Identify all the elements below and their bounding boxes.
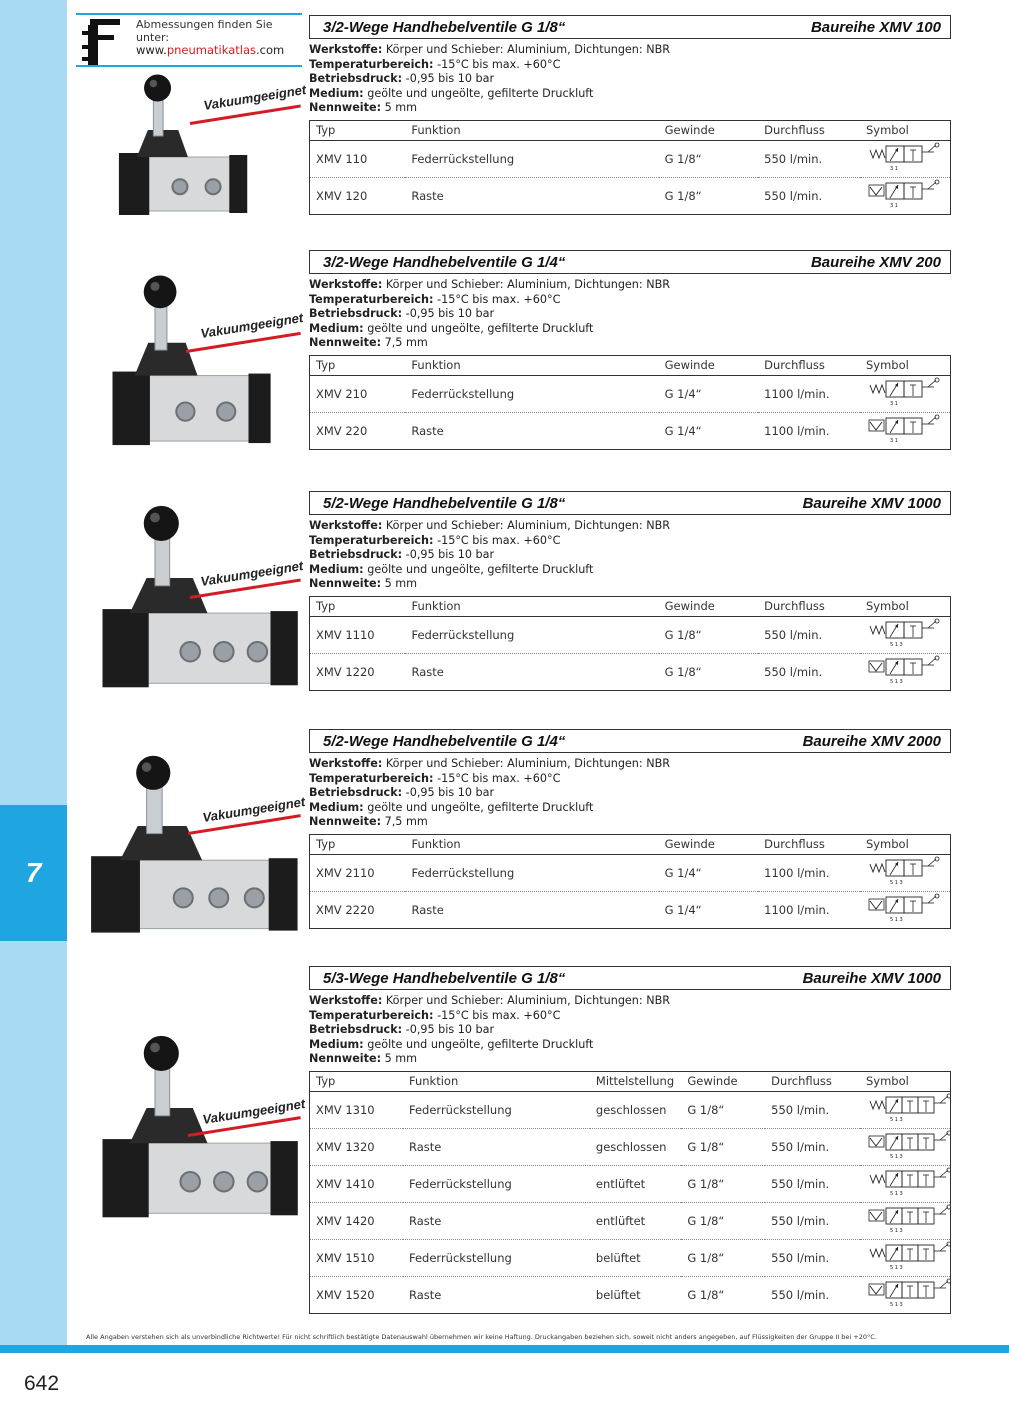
col-typ: Typ xyxy=(310,1071,403,1091)
cell-durchfluss: 550 l/min. xyxy=(765,1276,860,1313)
table-row[interactable] xyxy=(310,1239,951,1276)
cell-funktion: Federrückstellung xyxy=(403,1239,590,1276)
cell-typ: XMV 1110 xyxy=(316,627,375,642)
svg-text:3 1: 3 1 xyxy=(889,166,898,173)
table-row[interactable] xyxy=(310,375,951,412)
cell-durchfluss: 1100 l/min. xyxy=(758,891,860,928)
value-nennweite: 5 mm xyxy=(384,1052,418,1066)
cell-gewinde: G 1/4“ xyxy=(659,412,759,449)
cell-durchfluss: 550 l/min. xyxy=(764,151,823,166)
spec-table xyxy=(309,596,951,691)
cell-symbol xyxy=(860,891,951,928)
valve-symbol-icon xyxy=(866,179,950,209)
cell-typ: XMV 1220 xyxy=(310,653,406,690)
section-header xyxy=(309,729,951,753)
cell-symbol xyxy=(860,616,951,653)
cell-typ: XMV 110 xyxy=(316,151,368,166)
cell-gewinde: G 1/8“ xyxy=(681,1128,765,1165)
product-section xyxy=(309,966,951,1314)
table-header-row xyxy=(310,834,951,854)
cell-funktion: Federrückstellung xyxy=(403,1165,590,1202)
cell-typ: XMV 1420 xyxy=(310,1202,403,1239)
cell-mittelstellung: belüftet xyxy=(590,1239,681,1276)
label-medium: Medium: xyxy=(309,1037,364,1051)
cell-durchfluss: 550 l/min. xyxy=(765,1128,860,1165)
label-werkstoffe: Werkstoffe: xyxy=(309,994,383,1007)
cell-funktion: Federrückstellung xyxy=(411,151,515,166)
section-properties xyxy=(309,519,951,592)
cell-durchfluss: 550 l/min. xyxy=(765,1202,860,1239)
svg-text:5 1 3: 5 1 3 xyxy=(889,642,903,649)
value-temperatur: -15°C bis max. +60°C xyxy=(437,292,561,306)
vacuum-suitable-label: Vakuumgeeignet xyxy=(199,309,305,342)
cell-symbol xyxy=(860,412,951,449)
section-series: Baureihe XMV 2000 xyxy=(802,732,941,750)
value-werkstoffe: Körper und Schieber: Aluminium, Dichtungen: NBR xyxy=(385,757,671,770)
value-werkstoffe: Körper und Schieber: Aluminium, Dichtungen: NBR xyxy=(385,278,671,291)
cell-durchfluss: 1100 l/min. xyxy=(764,865,830,880)
cell-gewinde: G 1/4“ xyxy=(664,386,702,401)
value-medium: geölte und ungeölte, gefilterte Druckluft xyxy=(367,800,594,814)
section-properties xyxy=(309,43,951,116)
section-title: 5/3-Wege Handhebelventile G 1/8“ xyxy=(323,969,566,987)
svg-text:3 1: 3 1 xyxy=(889,438,898,445)
cell-durchfluss: 550 l/min. xyxy=(758,653,860,690)
port-hole xyxy=(214,1172,234,1192)
table-row[interactable] xyxy=(310,1165,951,1202)
col-typ: Typ xyxy=(310,834,406,854)
cell-typ: XMV 1410 xyxy=(310,1165,403,1202)
section-title: 5/2-Wege Handhebelventile G 1/4“ xyxy=(323,732,566,750)
reference-line-1: Abmessungen finden Sie xyxy=(136,18,273,31)
cell-gewinde: G 1/8“ xyxy=(681,1239,765,1276)
table-row[interactable] xyxy=(310,1202,951,1239)
col-durchfluss: Durchfluss xyxy=(758,120,860,140)
cell-gewinde: G 1/8“ xyxy=(681,1276,765,1313)
section-header xyxy=(309,966,951,990)
section-properties xyxy=(309,994,951,1067)
valve-symbol-icon xyxy=(866,377,950,407)
cell-mittelstellung: belüftet xyxy=(590,1276,681,1313)
label-medium: Medium: xyxy=(309,321,364,335)
cell-symbol xyxy=(860,1128,951,1165)
col-symbol: Symbol xyxy=(860,834,951,854)
table-header-row xyxy=(310,596,951,616)
port-hole xyxy=(245,888,264,907)
label-medium: Medium: xyxy=(309,86,364,100)
cell-typ: XMV 120 xyxy=(310,177,406,214)
footnote: Alle Angaben verstehen sich als unverbindliche Richtwerte! Für nicht schriftlich bestätigte Datenauswahl übernehmen wir keine Haftung. Druckangaben beziehen sich, soweit nicht anders angegeben, auf Flüssigkeiten der Gruppe II bei +20°C. xyxy=(86,1333,877,1341)
pneumatik-logo-icon xyxy=(80,17,128,67)
section-title: 3/2-Wege Handhebelventile G 1/4“ xyxy=(323,253,566,271)
page-number: 642 xyxy=(24,1372,60,1395)
label-temperatur: Temperaturbereich: xyxy=(309,57,434,71)
value-temperatur: -15°C bis max. +60°C xyxy=(437,533,561,547)
cell-mittelstellung: entlüftet xyxy=(590,1165,681,1202)
label-betriebsdruck: Betriebsdruck: xyxy=(309,786,403,800)
table-row[interactable] xyxy=(310,854,951,891)
value-temperatur: -15°C bis max. +60°C xyxy=(437,1008,561,1022)
label-nennweite: Nennweite: xyxy=(309,336,382,350)
label-nennweite: Nennweite: xyxy=(309,101,382,115)
value-betriebsdruck: -0,95 bis 10 bar xyxy=(405,307,495,321)
svg-text:5 1 3: 5 1 3 xyxy=(889,1191,903,1198)
valve-photo xyxy=(80,750,302,940)
port-hole xyxy=(180,1172,200,1192)
cell-gewinde: G 1/8“ xyxy=(687,1102,725,1117)
cell-typ: XMV 1310 xyxy=(316,1102,375,1117)
value-medium: geölte und ungeölte, gefilterte Druckluft xyxy=(367,562,594,576)
value-temperatur: -15°C bis max. +60°C xyxy=(437,57,561,71)
svg-text:5 1 3: 5 1 3 xyxy=(889,1265,903,1272)
label-betriebsdruck: Betriebsdruck: xyxy=(309,307,403,321)
port-hole xyxy=(174,888,193,907)
col-gewinde: Gewinde xyxy=(659,120,759,140)
valve-symbol-icon xyxy=(866,1204,950,1234)
label-betriebsdruck: Betriebsdruck: xyxy=(309,548,403,562)
table-header-row xyxy=(310,355,951,375)
value-medium: geölte und ungeölte, gefilterte Druckluft xyxy=(367,1037,594,1051)
port-hole xyxy=(217,402,235,420)
valve-symbol-icon xyxy=(866,1241,950,1271)
chapter-tab[interactable]: 7 xyxy=(0,805,67,941)
cell-typ: XMV 220 xyxy=(310,412,406,449)
cell-typ: XMV 1520 xyxy=(310,1276,403,1313)
col-durchfluss: Durchfluss xyxy=(758,355,860,375)
valve-symbol-icon xyxy=(866,893,950,923)
col-funktion: Funktion xyxy=(403,1071,590,1091)
table-header-row xyxy=(310,1071,951,1091)
cell-typ: XMV 210 xyxy=(316,386,368,401)
cell-gewinde: G 1/8“ xyxy=(681,1165,765,1202)
col-funktion: Funktion xyxy=(405,834,658,854)
cell-symbol xyxy=(860,854,951,891)
svg-text:3 1: 3 1 xyxy=(889,401,898,408)
col-durchfluss: Durchfluss xyxy=(758,834,860,854)
section-title: 5/2-Wege Handhebelventile G 1/8“ xyxy=(323,494,566,512)
port-hole xyxy=(248,1172,268,1192)
label-nennweite: Nennweite: xyxy=(309,815,382,829)
table-row[interactable] xyxy=(310,1091,951,1128)
cell-symbol xyxy=(860,1239,951,1276)
cell-gewinde: G 1/8“ xyxy=(664,151,702,166)
col-mittelstellung: Mittelstellung xyxy=(590,1071,681,1091)
col-typ: Typ xyxy=(310,596,406,616)
svg-text:5 1 3: 5 1 3 xyxy=(889,1117,903,1124)
cell-durchfluss: 550 l/min. xyxy=(758,177,860,214)
col-gewinde: Gewinde xyxy=(659,596,759,616)
label-werkstoffe: Werkstoffe: xyxy=(309,519,383,532)
port-hole xyxy=(172,179,187,194)
svg-text:5 1 3: 5 1 3 xyxy=(889,1302,903,1309)
section-series: Baureihe XMV 200 xyxy=(810,253,941,271)
col-gewinde: Gewinde xyxy=(681,1071,765,1091)
table-row[interactable] xyxy=(310,177,951,214)
value-betriebsdruck: -0,95 bis 10 bar xyxy=(405,786,495,800)
cell-durchfluss: 550 l/min. xyxy=(765,1239,860,1276)
valve-symbol-icon xyxy=(866,1093,950,1123)
port-hole xyxy=(176,402,194,420)
value-betriebsdruck: -0,95 bis 10 bar xyxy=(405,72,495,86)
cell-funktion: Federrückstellung xyxy=(411,386,515,401)
value-nennweite: 5 mm xyxy=(384,101,418,115)
product-section xyxy=(309,729,951,929)
cell-symbol xyxy=(860,1165,951,1202)
cell-typ: XMV 2110 xyxy=(316,865,375,880)
label-werkstoffe: Werkstoffe: xyxy=(309,278,383,291)
section-header xyxy=(309,250,951,274)
section-series: Baureihe XMV 1000 xyxy=(802,494,941,512)
col-gewinde: Gewinde xyxy=(659,355,759,375)
label-medium: Medium: xyxy=(309,562,364,576)
cell-gewinde: G 1/4“ xyxy=(659,891,759,928)
port-hole xyxy=(206,179,221,194)
reference-box xyxy=(76,13,302,68)
section-header xyxy=(309,15,951,39)
cell-typ: XMV 2220 xyxy=(310,891,406,928)
cell-durchfluss: 550 l/min. xyxy=(771,1102,830,1117)
value-nennweite: 5 mm xyxy=(384,577,418,591)
label-medium: Medium: xyxy=(309,800,364,814)
cell-durchfluss: 550 l/min. xyxy=(765,1165,860,1202)
table-row[interactable] xyxy=(310,1128,951,1165)
col-gewinde: Gewinde xyxy=(659,834,759,854)
cell-durchfluss: 1100 l/min. xyxy=(764,386,830,401)
label-betriebsdruck: Betriebsdruck: xyxy=(309,72,403,86)
port-hole xyxy=(248,642,268,662)
valve-symbol-icon xyxy=(866,1130,950,1160)
vacuum-suitable-label: Vakuumgeeignet xyxy=(199,557,305,590)
svg-text:3 1: 3 1 xyxy=(889,203,898,210)
valve-symbol-icon xyxy=(866,1167,950,1197)
cell-typ: XMV 1320 xyxy=(310,1128,403,1165)
value-werkstoffe: Körper und Schieber: Aluminium, Dichtungen: NBR xyxy=(385,43,671,56)
label-nennweite: Nennweite: xyxy=(309,577,382,591)
cell-gewinde: G 1/8“ xyxy=(664,627,702,642)
table-row[interactable] xyxy=(310,140,951,177)
cell-symbol xyxy=(860,375,951,412)
table-header-row xyxy=(310,120,951,140)
section-properties xyxy=(309,278,951,351)
product-section xyxy=(309,15,951,215)
table-row[interactable] xyxy=(310,891,951,928)
vacuum-suitable-label: Vakuumgeeignet xyxy=(201,1095,307,1128)
label-temperatur: Temperaturbereich: xyxy=(309,292,434,306)
cell-gewinde: G 1/4“ xyxy=(664,865,702,880)
label-temperatur: Temperaturbereich: xyxy=(309,1008,434,1022)
value-betriebsdruck: -0,95 bis 10 bar xyxy=(405,548,495,562)
cell-gewinde: G 1/8“ xyxy=(681,1202,765,1239)
section-properties xyxy=(309,757,951,830)
reference-line-2: unter: xyxy=(136,31,170,44)
value-medium: geölte und ungeölte, gefilterte Druckluft xyxy=(367,321,594,335)
svg-text:5 1 3: 5 1 3 xyxy=(889,880,903,887)
cell-mittelstellung: entlüftet xyxy=(590,1202,681,1239)
reference-link[interactable] xyxy=(136,44,284,57)
svg-text:5 1 3: 5 1 3 xyxy=(889,917,903,924)
cell-mittelstellung: geschlossen xyxy=(595,1102,667,1117)
cell-symbol xyxy=(860,1091,951,1128)
label-temperatur: Temperaturbereich: xyxy=(309,771,434,785)
cell-funktion: Raste xyxy=(405,177,658,214)
cell-funktion: Raste xyxy=(405,653,658,690)
value-temperatur: -15°C bis max. +60°C xyxy=(437,771,561,785)
value-nennweite: 7,5 mm xyxy=(384,336,428,350)
col-typ: Typ xyxy=(310,355,406,375)
value-nennweite: 7,5 mm xyxy=(384,815,428,829)
link-brand: pneumatikatlas xyxy=(166,43,256,57)
svg-text:5 1 3: 5 1 3 xyxy=(889,1228,903,1235)
vacuum-suitable-label: Vakuumgeeignet xyxy=(201,793,307,826)
sidebar xyxy=(0,0,67,1345)
cell-durchfluss: 1100 l/min. xyxy=(758,412,860,449)
cell-mittelstellung: geschlossen xyxy=(590,1128,681,1165)
col-symbol: Symbol xyxy=(860,120,951,140)
product-section xyxy=(309,491,951,691)
port-hole xyxy=(209,888,228,907)
valve-photo xyxy=(104,270,274,452)
section-series: Baureihe XMV 1000 xyxy=(802,969,941,987)
cell-funktion: Raste xyxy=(405,891,658,928)
spec-table xyxy=(309,1071,951,1314)
cell-symbol xyxy=(860,140,951,177)
value-werkstoffe: Körper und Schieber: Aluminium, Dichtungen: NBR xyxy=(385,994,671,1007)
product-section xyxy=(309,250,951,450)
col-funktion: Funktion xyxy=(405,596,658,616)
svg-text:5 1 3: 5 1 3 xyxy=(889,1154,903,1161)
cell-funktion: Federrückstellung xyxy=(411,627,515,642)
valve-symbol-icon xyxy=(866,856,950,886)
cell-symbol xyxy=(860,177,951,214)
col-durchfluss: Durchfluss xyxy=(758,596,860,616)
table-row[interactable] xyxy=(310,653,951,690)
reference-top-line xyxy=(76,13,302,15)
table-row[interactable] xyxy=(310,1276,951,1313)
label-werkstoffe: Werkstoffe: xyxy=(309,43,383,56)
spec-table xyxy=(309,355,951,450)
valve-symbol-icon xyxy=(866,142,950,172)
cell-symbol xyxy=(860,653,951,690)
cell-funktion: Federrückstellung xyxy=(411,865,515,880)
value-betriebsdruck: -0,95 bis 10 bar xyxy=(405,1023,495,1037)
vacuum-suitable-label: Vakuumgeeignet xyxy=(202,81,308,114)
cell-funktion: Federrückstellung xyxy=(408,1102,512,1117)
cell-symbol xyxy=(860,1202,951,1239)
table-row[interactable] xyxy=(310,412,951,449)
cell-durchfluss: 550 l/min. xyxy=(764,627,823,642)
cell-symbol xyxy=(860,1276,951,1313)
link-suffix: .com xyxy=(255,43,285,57)
port-hole xyxy=(180,642,200,662)
reference-text xyxy=(136,18,284,57)
col-funktion: Funktion xyxy=(405,355,658,375)
table-row[interactable] xyxy=(310,616,951,653)
valve-symbol-icon xyxy=(866,414,950,444)
valve-symbol-icon xyxy=(866,1278,950,1308)
label-betriebsdruck: Betriebsdruck: xyxy=(309,1023,403,1037)
label-werkstoffe: Werkstoffe: xyxy=(309,757,383,770)
cell-gewinde: G 1/8“ xyxy=(659,653,759,690)
cell-funktion: Raste xyxy=(403,1202,590,1239)
col-symbol: Symbol xyxy=(860,355,951,375)
valve-photo xyxy=(112,70,250,220)
col-symbol: Symbol xyxy=(860,1071,951,1091)
cell-funktion: Raste xyxy=(403,1276,590,1313)
value-werkstoffe: Körper und Schieber: Aluminium, Dichtungen: NBR xyxy=(385,519,671,532)
label-temperatur: Temperaturbereich: xyxy=(309,533,434,547)
col-typ: Typ xyxy=(310,120,406,140)
valve-symbol-icon xyxy=(866,655,950,685)
svg-text:5 1 3: 5 1 3 xyxy=(889,679,903,686)
cell-typ: XMV 1510 xyxy=(310,1239,403,1276)
value-medium: geölte und ungeölte, gefilterte Druckluft xyxy=(367,86,594,100)
cell-funktion: Raste xyxy=(405,412,658,449)
section-series: Baureihe XMV 100 xyxy=(810,18,941,36)
section-header xyxy=(309,491,951,515)
col-durchfluss: Durchfluss xyxy=(765,1071,860,1091)
spec-table xyxy=(309,834,951,929)
section-title: 3/2-Wege Handhebelventile G 1/8“ xyxy=(323,18,566,36)
bottom-bar xyxy=(0,1345,1009,1353)
col-symbol: Symbol xyxy=(860,596,951,616)
label-nennweite: Nennweite: xyxy=(309,1052,382,1066)
col-funktion: Funktion xyxy=(405,120,658,140)
link-prefix: www. xyxy=(136,43,167,57)
valve-symbol-icon xyxy=(866,618,950,648)
spec-table xyxy=(309,120,951,215)
valve-photo xyxy=(92,1030,302,1225)
cell-gewinde: G 1/8“ xyxy=(659,177,759,214)
cell-funktion: Raste xyxy=(403,1128,590,1165)
port-hole xyxy=(214,642,234,662)
